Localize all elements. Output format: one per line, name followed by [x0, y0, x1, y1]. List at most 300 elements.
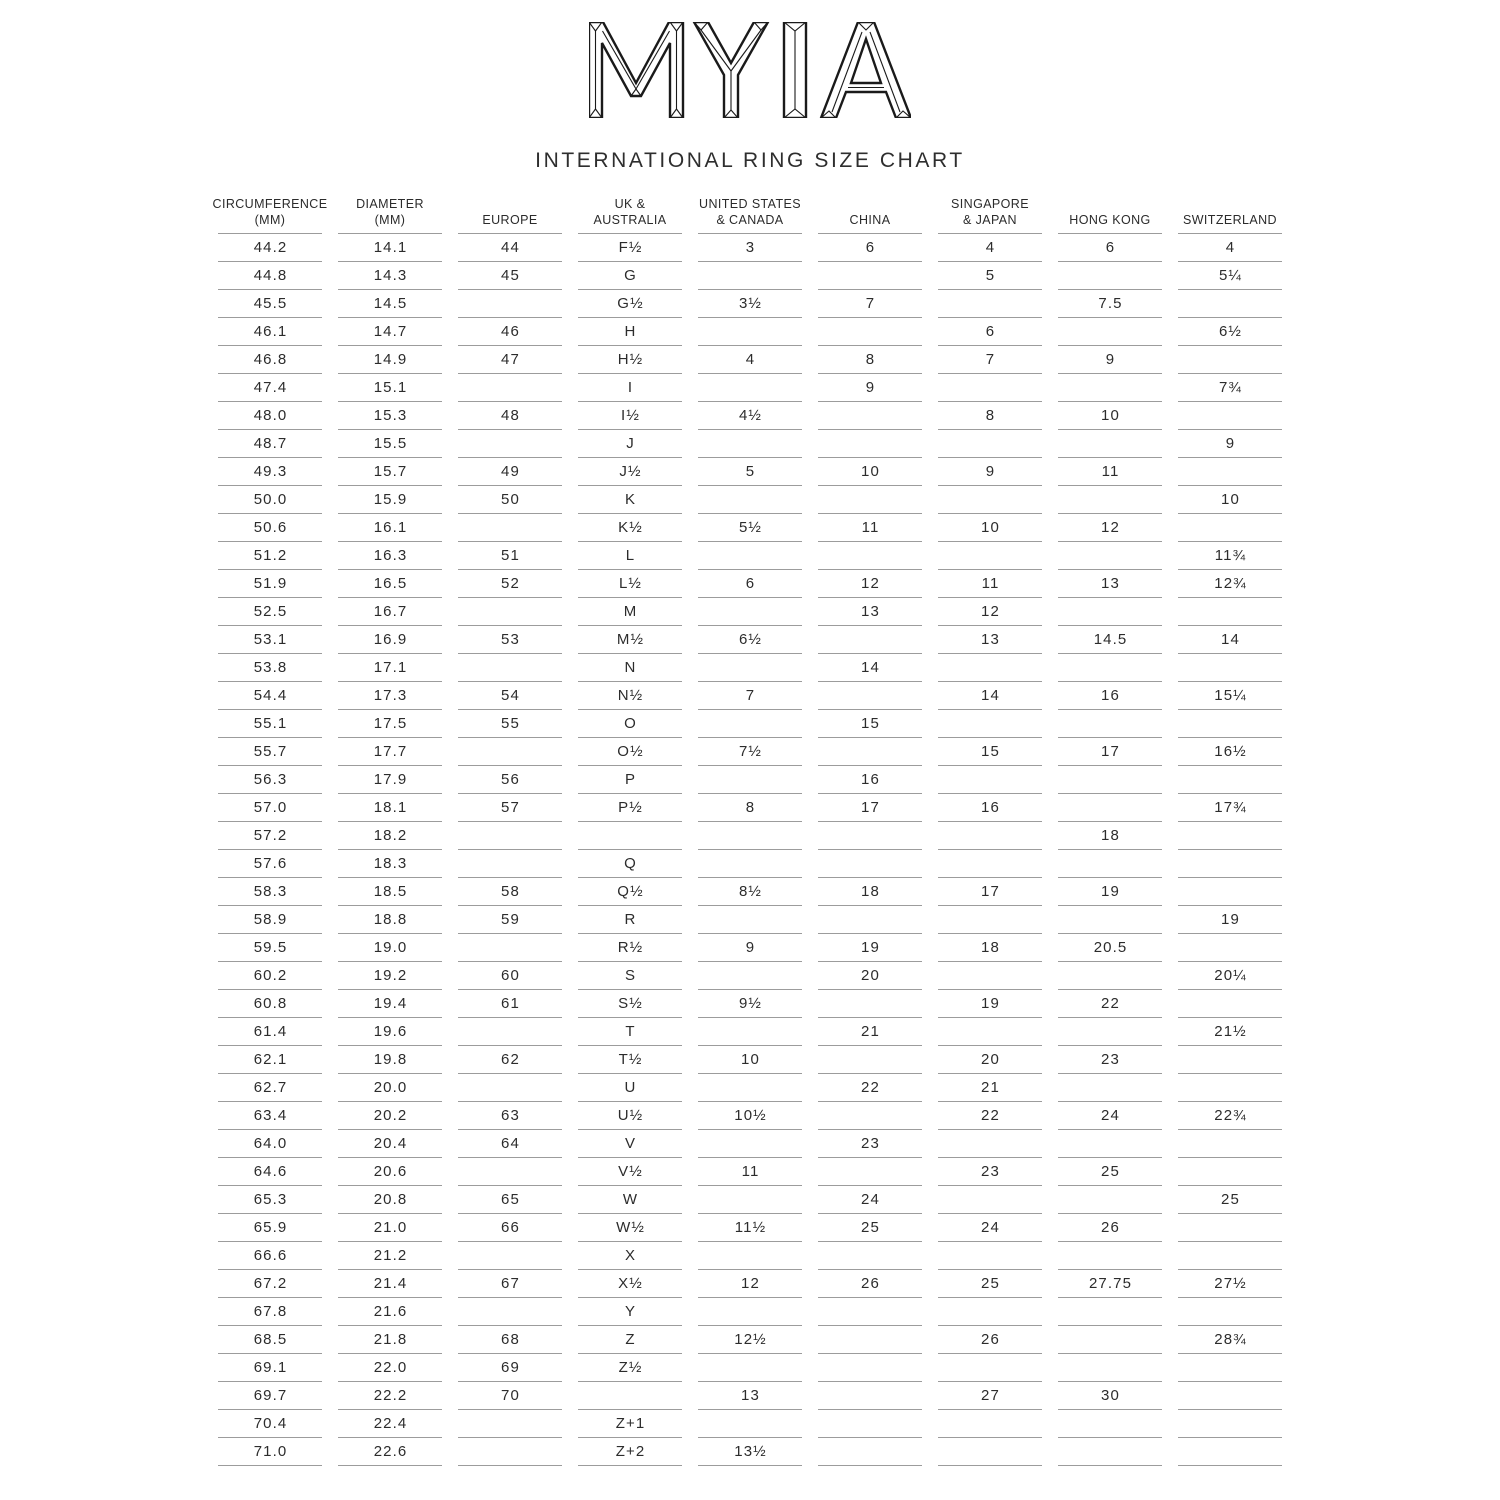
cell-europe [458, 1018, 562, 1046]
cell-circumference-mm: 57.0 [218, 794, 322, 822]
cell-circumference-mm: 53.8 [218, 654, 322, 682]
cell-united-states-canada [698, 906, 802, 934]
cell-china: 18 [818, 878, 922, 906]
cell-diameter-mm: 19.6 [338, 1018, 442, 1046]
cell-china: 20 [818, 962, 922, 990]
cell-uk-australia: Z [578, 1326, 682, 1354]
cell-circumference-mm: 51.2 [218, 542, 322, 570]
cell-united-states-canada [698, 1074, 802, 1102]
cell-circumference-mm: 65.3 [218, 1186, 322, 1214]
cell-singapore-japan [938, 1354, 1042, 1382]
logo-letter-i [784, 22, 806, 118]
cell-united-states-canada [698, 822, 802, 850]
cell-hong-kong [1058, 906, 1162, 934]
cell-switzerland: 16½ [1178, 738, 1282, 766]
cell-circumference-mm: 60.2 [218, 962, 322, 990]
cell-circumference-mm: 44.2 [218, 234, 322, 262]
cell-china [818, 262, 922, 290]
cell-switzerland: 4 [1178, 234, 1282, 262]
cell-europe: 68 [458, 1326, 562, 1354]
cell-switzerland [1178, 1354, 1282, 1382]
cell-china [818, 850, 922, 878]
ring-size-table [210, 187, 1290, 1466]
cell-circumference-mm: 60.8 [218, 990, 322, 1018]
cell-switzerland: 15¼ [1178, 682, 1282, 710]
cell-singapore-japan: 20 [938, 1046, 1042, 1074]
cell-circumference-mm: 69.7 [218, 1382, 322, 1410]
cell-uk-australia: Z+2 [578, 1438, 682, 1466]
cell-united-states-canada [698, 598, 802, 626]
cell-singapore-japan [938, 1018, 1042, 1046]
cell-hong-kong: 18 [1058, 822, 1162, 850]
cell-hong-kong: 11 [1058, 458, 1162, 486]
cell-circumference-mm: 53.1 [218, 626, 322, 654]
cell-switzerland: 10 [1178, 486, 1282, 514]
cell-hong-kong [1058, 1326, 1162, 1354]
cell-hong-kong [1058, 1018, 1162, 1046]
cell-singapore-japan: 15 [938, 738, 1042, 766]
cell-hong-kong [1058, 1074, 1162, 1102]
cell-uk-australia: T [578, 1018, 682, 1046]
cell-china [818, 1382, 922, 1410]
cell-uk-australia: S [578, 962, 682, 990]
cell-diameter-mm: 14.5 [338, 290, 442, 318]
cell-switzerland [1178, 1046, 1282, 1074]
cell-singapore-japan [938, 1298, 1042, 1326]
column-header-line: & CANADA [716, 212, 784, 227]
cell-diameter-mm: 21.4 [338, 1270, 442, 1298]
cell-singapore-japan [938, 430, 1042, 458]
cell-circumference-mm: 70.4 [218, 1410, 322, 1438]
cell-diameter-mm: 15.3 [338, 402, 442, 430]
cell-singapore-japan [938, 542, 1042, 570]
cell-circumference-mm: 48.7 [218, 430, 322, 458]
cell-circumference-mm: 65.9 [218, 1214, 322, 1242]
cell-circumference-mm: 62.1 [218, 1046, 322, 1074]
column-header-europe [458, 187, 562, 234]
cell-europe: 64 [458, 1130, 562, 1158]
cell-europe: 52 [458, 570, 562, 598]
cell-diameter-mm: 19.0 [338, 934, 442, 962]
cell-uk-australia: J½ [578, 458, 682, 486]
cell-switzerland [1178, 1214, 1282, 1242]
cell-europe: 55 [458, 710, 562, 738]
cell-diameter-mm: 22.0 [338, 1354, 442, 1382]
cell-circumference-mm: 62.7 [218, 1074, 322, 1102]
cell-china: 16 [818, 766, 922, 794]
cell-diameter-mm: 17.9 [338, 766, 442, 794]
cell-switzerland [1178, 1242, 1282, 1270]
cell-diameter-mm: 18.1 [338, 794, 442, 822]
cell-uk-australia: X [578, 1242, 682, 1270]
cell-singapore-japan: 22 [938, 1102, 1042, 1130]
cell-diameter-mm: 18.8 [338, 906, 442, 934]
cell-uk-australia: O [578, 710, 682, 738]
cell-china [818, 626, 922, 654]
cell-hong-kong [1058, 486, 1162, 514]
cell-singapore-japan: 14 [938, 682, 1042, 710]
cell-switzerland [1178, 1382, 1282, 1410]
cell-china [818, 430, 922, 458]
cell-united-states-canada [698, 1018, 802, 1046]
cell-europe [458, 934, 562, 962]
cell-switzerland [1178, 710, 1282, 738]
cell-uk-australia: I½ [578, 402, 682, 430]
cell-uk-australia: N½ [578, 682, 682, 710]
cell-hong-kong [1058, 850, 1162, 878]
cell-diameter-mm: 22.6 [338, 1438, 442, 1466]
cell-europe [458, 1074, 562, 1102]
cell-switzerland: 27½ [1178, 1270, 1282, 1298]
cell-united-states-canada: 11 [698, 1158, 802, 1186]
cell-diameter-mm: 20.2 [338, 1102, 442, 1130]
cell-diameter-mm: 16.1 [338, 514, 442, 542]
cell-circumference-mm: 71.0 [218, 1438, 322, 1466]
cell-uk-australia: T½ [578, 1046, 682, 1074]
cell-diameter-mm: 18.5 [338, 878, 442, 906]
column-header-line: AUSTRALIA [593, 212, 667, 227]
cell-europe [458, 374, 562, 402]
cell-china: 14 [818, 654, 922, 682]
cell-diameter-mm: 21.2 [338, 1242, 442, 1270]
cell-europe: 58 [458, 878, 562, 906]
cell-hong-kong [1058, 542, 1162, 570]
cell-europe [458, 822, 562, 850]
cell-europe: 66 [458, 1214, 562, 1242]
cell-europe [458, 430, 562, 458]
cell-china [818, 402, 922, 430]
cell-uk-australia: V [578, 1130, 682, 1158]
cell-europe [458, 1242, 562, 1270]
cell-singapore-japan [938, 654, 1042, 682]
column-header-line: EUROPE [482, 212, 538, 227]
cell-singapore-japan [938, 766, 1042, 794]
logo-letter-y [694, 22, 768, 118]
cell-uk-australia: V½ [578, 1158, 682, 1186]
cell-switzerland [1178, 1438, 1282, 1466]
cell-circumference-mm: 52.5 [218, 598, 322, 626]
cell-united-states-canada: 6½ [698, 626, 802, 654]
cell-europe: 56 [458, 766, 562, 794]
cell-china: 10 [818, 458, 922, 486]
cell-uk-australia: G [578, 262, 682, 290]
cell-hong-kong [1058, 1410, 1162, 1438]
cell-diameter-mm: 19.8 [338, 1046, 442, 1074]
column-header-line: HONG KONG [1069, 212, 1151, 227]
cell-singapore-japan: 12 [938, 598, 1042, 626]
cell-singapore-japan: 9 [938, 458, 1042, 486]
cell-singapore-japan: 4 [938, 234, 1042, 262]
cell-china: 12 [818, 570, 922, 598]
cell-europe: 70 [458, 1382, 562, 1410]
cell-singapore-japan: 5 [938, 262, 1042, 290]
column-header-line: (MM) [374, 212, 406, 227]
cell-singapore-japan [938, 710, 1042, 738]
cell-hong-kong [1058, 1130, 1162, 1158]
cell-europe [458, 850, 562, 878]
cell-hong-kong [1058, 262, 1162, 290]
cell-circumference-mm: 57.6 [218, 850, 322, 878]
cell-china [818, 906, 922, 934]
cell-hong-kong: 16 [1058, 682, 1162, 710]
cell-hong-kong: 9 [1058, 346, 1162, 374]
cell-diameter-mm: 16.9 [338, 626, 442, 654]
column-header-line: SINGAPORE [951, 196, 1029, 211]
cell-united-states-canada: 9½ [698, 990, 802, 1018]
cell-switzerland [1178, 990, 1282, 1018]
cell-hong-kong: 7.5 [1058, 290, 1162, 318]
cell-uk-australia: P [578, 766, 682, 794]
column-header-line: UK & [614, 196, 646, 211]
cell-china [818, 1354, 922, 1382]
cell-circumference-mm: 57.2 [218, 822, 322, 850]
cell-diameter-mm: 21.8 [338, 1326, 442, 1354]
cell-china [818, 1102, 922, 1130]
cell-europe: 46 [458, 318, 562, 346]
cell-switzerland [1178, 654, 1282, 682]
cell-united-states-canada: 4 [698, 346, 802, 374]
cell-europe: 50 [458, 486, 562, 514]
cell-hong-kong [1058, 1186, 1162, 1214]
cell-united-states-canada: 12 [698, 1270, 802, 1298]
column-header-line: SWITZERLAND [1183, 212, 1277, 227]
cell-hong-kong [1058, 318, 1162, 346]
cell-hong-kong: 22 [1058, 990, 1162, 1018]
cell-singapore-japan [938, 1130, 1042, 1158]
cell-europe: 59 [458, 906, 562, 934]
column-header-united-states-canada [698, 187, 802, 234]
cell-europe: 51 [458, 542, 562, 570]
cell-switzerland [1178, 598, 1282, 626]
cell-singapore-japan: 21 [938, 1074, 1042, 1102]
cell-europe [458, 654, 562, 682]
cell-diameter-mm: 19.2 [338, 962, 442, 990]
cell-hong-kong: 26 [1058, 1214, 1162, 1242]
cell-united-states-canada [698, 1186, 802, 1214]
cell-china: 13 [818, 598, 922, 626]
cell-china [818, 1298, 922, 1326]
cell-china: 9 [818, 374, 922, 402]
cell-circumference-mm: 58.3 [218, 878, 322, 906]
cell-diameter-mm: 22.2 [338, 1382, 442, 1410]
cell-europe: 57 [458, 794, 562, 822]
cell-europe [458, 598, 562, 626]
cell-uk-australia: Y [578, 1298, 682, 1326]
cell-singapore-japan: 7 [938, 346, 1042, 374]
cell-diameter-mm: 14.7 [338, 318, 442, 346]
cell-circumference-mm: 67.8 [218, 1298, 322, 1326]
cell-hong-kong: 13 [1058, 570, 1162, 598]
cell-hong-kong [1058, 794, 1162, 822]
cell-switzerland [1178, 766, 1282, 794]
cell-europe [458, 1438, 562, 1466]
cell-circumference-mm: 58.9 [218, 906, 322, 934]
cell-china [818, 822, 922, 850]
cell-diameter-mm: 15.9 [338, 486, 442, 514]
cell-circumference-mm: 50.0 [218, 486, 322, 514]
cell-hong-kong: 23 [1058, 1046, 1162, 1074]
cell-europe [458, 1158, 562, 1186]
cell-uk-australia: O½ [578, 738, 682, 766]
cell-china: 26 [818, 1270, 922, 1298]
cell-hong-kong: 12 [1058, 514, 1162, 542]
cell-switzerland: 28¾ [1178, 1326, 1282, 1354]
cell-singapore-japan [938, 486, 1042, 514]
cell-united-states-canada: 7½ [698, 738, 802, 766]
column-header-china [818, 187, 922, 234]
column-header-line: DIAMETER [356, 196, 424, 211]
cell-circumference-mm: 68.5 [218, 1326, 322, 1354]
cell-europe: 54 [458, 682, 562, 710]
cell-china [818, 1326, 922, 1354]
cell-diameter-mm: 16.3 [338, 542, 442, 570]
cell-diameter-mm: 17.1 [338, 654, 442, 682]
cell-diameter-mm: 17.3 [338, 682, 442, 710]
cell-singapore-japan: 8 [938, 402, 1042, 430]
cell-diameter-mm: 20.6 [338, 1158, 442, 1186]
cell-diameter-mm: 19.4 [338, 990, 442, 1018]
cell-circumference-mm: 66.6 [218, 1242, 322, 1270]
column-header-uk-australia [578, 187, 682, 234]
logo-letter-a [821, 22, 911, 118]
cell-circumference-mm: 69.1 [218, 1354, 322, 1382]
cell-united-states-canada [698, 962, 802, 990]
cell-uk-australia: N [578, 654, 682, 682]
cell-circumference-mm: 44.8 [218, 262, 322, 290]
cell-singapore-japan [938, 962, 1042, 990]
cell-singapore-japan: 25 [938, 1270, 1042, 1298]
cell-circumference-mm: 63.4 [218, 1102, 322, 1130]
cell-switzerland: 7¾ [1178, 374, 1282, 402]
cell-uk-australia: L½ [578, 570, 682, 598]
cell-united-states-canada [698, 374, 802, 402]
cell-united-states-canada [698, 430, 802, 458]
cell-hong-kong: 24 [1058, 1102, 1162, 1130]
cell-china [818, 486, 922, 514]
cell-united-states-canada: 5 [698, 458, 802, 486]
cell-switzerland [1178, 822, 1282, 850]
cell-uk-australia: U½ [578, 1102, 682, 1130]
cell-uk-australia: I [578, 374, 682, 402]
cell-uk-australia: H½ [578, 346, 682, 374]
cell-europe [458, 514, 562, 542]
cell-united-states-canada: 11½ [698, 1214, 802, 1242]
cell-circumference-mm: 67.2 [218, 1270, 322, 1298]
cell-china: 23 [818, 1130, 922, 1158]
cell-china [818, 542, 922, 570]
cell-hong-kong: 10 [1058, 402, 1162, 430]
cell-singapore-japan [938, 374, 1042, 402]
cell-uk-australia: F½ [578, 234, 682, 262]
cell-china: 7 [818, 290, 922, 318]
cell-switzerland [1178, 458, 1282, 486]
cell-china: 15 [818, 710, 922, 738]
cell-europe: 47 [458, 346, 562, 374]
cell-singapore-japan: 11 [938, 570, 1042, 598]
cell-switzerland [1178, 402, 1282, 430]
cell-united-states-canada: 8 [698, 794, 802, 822]
cell-switzerland [1178, 1158, 1282, 1186]
cell-europe [458, 290, 562, 318]
cell-switzerland [1178, 1130, 1282, 1158]
cell-hong-kong [1058, 430, 1162, 458]
cell-united-states-canada [698, 850, 802, 878]
cell-switzerland [1178, 1298, 1282, 1326]
column-header-hong-kong [1058, 187, 1162, 234]
cell-diameter-mm: 15.5 [338, 430, 442, 458]
cell-united-states-canada: 6 [698, 570, 802, 598]
cell-hong-kong [1058, 962, 1162, 990]
cell-circumference-mm: 46.1 [218, 318, 322, 346]
cell-diameter-mm: 14.1 [338, 234, 442, 262]
cell-singapore-japan [938, 1438, 1042, 1466]
cell-united-states-canada: 9 [698, 934, 802, 962]
cell-europe: 53 [458, 626, 562, 654]
cell-europe: 45 [458, 262, 562, 290]
cell-circumference-mm: 54.4 [218, 682, 322, 710]
cell-europe: 61 [458, 990, 562, 1018]
cell-circumference-mm: 55.7 [218, 738, 322, 766]
cell-uk-australia: M [578, 598, 682, 626]
cell-europe: 48 [458, 402, 562, 430]
cell-diameter-mm: 20.4 [338, 1130, 442, 1158]
cell-circumference-mm: 56.3 [218, 766, 322, 794]
cell-circumference-mm: 64.0 [218, 1130, 322, 1158]
cell-switzerland [1178, 514, 1282, 542]
cell-europe [458, 738, 562, 766]
cell-diameter-mm: 15.1 [338, 374, 442, 402]
column-header-line: (MM) [254, 212, 286, 227]
cell-circumference-mm: 49.3 [218, 458, 322, 486]
page-title: INTERNATIONAL RING SIZE CHART [535, 149, 965, 172]
cell-europe: 49 [458, 458, 562, 486]
cell-europe [458, 1410, 562, 1438]
cell-china [818, 1242, 922, 1270]
cell-switzerland: 22¾ [1178, 1102, 1282, 1130]
cell-china [818, 990, 922, 1018]
cell-united-states-canada: 7 [698, 682, 802, 710]
cell-united-states-canada [698, 1130, 802, 1158]
cell-switzerland: 25 [1178, 1186, 1282, 1214]
column-header-line: CHINA [849, 212, 891, 227]
cell-europe: 65 [458, 1186, 562, 1214]
cell-united-states-canada [698, 262, 802, 290]
cell-singapore-japan [938, 906, 1042, 934]
cell-diameter-mm: 21.6 [338, 1298, 442, 1326]
cell-china [818, 682, 922, 710]
cell-china [818, 1046, 922, 1074]
cell-singapore-japan [938, 1186, 1042, 1214]
cell-hong-kong [1058, 1298, 1162, 1326]
cell-united-states-canada: 13½ [698, 1438, 802, 1466]
cell-uk-australia: R½ [578, 934, 682, 962]
column-header-line: CIRCUMFERENCE [212, 196, 328, 211]
cell-china: 24 [818, 1186, 922, 1214]
cell-united-states-canada: 3½ [698, 290, 802, 318]
cell-united-states-canada: 10½ [698, 1102, 802, 1130]
cell-europe: 44 [458, 234, 562, 262]
cell-switzerland: 17¾ [1178, 794, 1282, 822]
cell-uk-australia [578, 1382, 682, 1410]
cell-china [818, 1410, 922, 1438]
cell-china: 21 [818, 1018, 922, 1046]
cell-united-states-canada [698, 654, 802, 682]
cell-united-states-canada [698, 1354, 802, 1382]
cell-diameter-mm: 14.3 [338, 262, 442, 290]
cell-switzerland: 9 [1178, 430, 1282, 458]
cell-europe: 67 [458, 1270, 562, 1298]
cell-diameter-mm: 16.7 [338, 598, 442, 626]
